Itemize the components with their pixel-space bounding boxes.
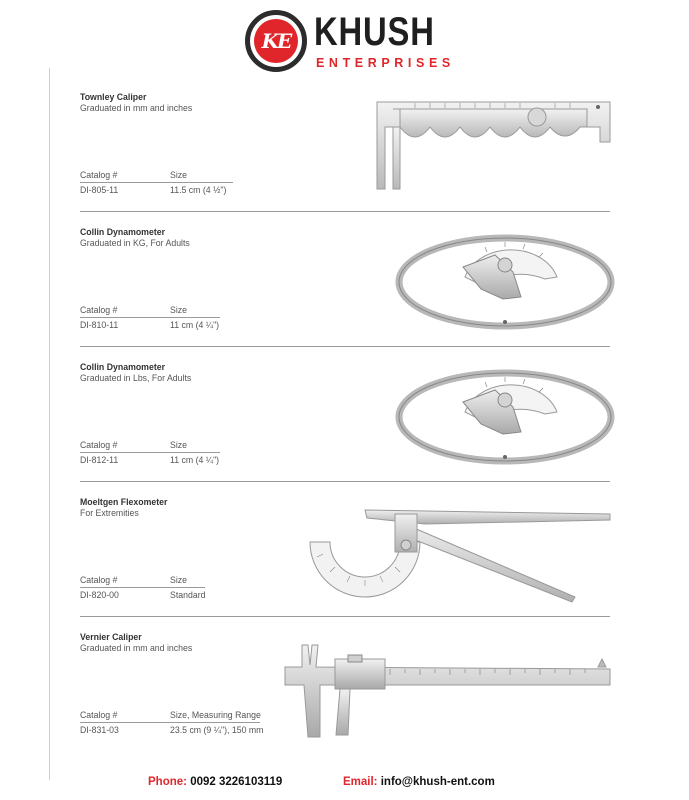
- size-value: Standard: [170, 590, 206, 601]
- catalog-number: DI-805-11: [80, 185, 119, 196]
- collin-dynamometer-icon: [395, 362, 615, 467]
- size-value: 11 cm (4 ¼"): [170, 455, 220, 466]
- catalog-label: Catalog #: [80, 170, 118, 181]
- size-label: Size, Measuring Range: [170, 710, 261, 721]
- size-label: Size: [170, 575, 188, 586]
- product-subtitle: Graduated in KG, For Adults: [80, 238, 190, 249]
- section-divider: [80, 346, 610, 347]
- vernier-caliper-icon: [280, 637, 615, 742]
- product-subtitle: Graduated in mm and inches: [80, 643, 193, 654]
- catalog-label: Catalog #: [80, 440, 118, 451]
- company-logo: [245, 10, 307, 72]
- brand-subtitle: ENTERPRISES: [316, 56, 455, 70]
- product-subtitle: For Extremities: [80, 508, 139, 519]
- catalog-label: Catalog #: [80, 710, 118, 721]
- product-subtitle: Graduated in Lbs, For Adults: [80, 373, 192, 384]
- phone-label: Phone:: [148, 776, 187, 788]
- brand-name: KHUSH: [314, 10, 435, 54]
- email-label: Email:: [343, 776, 378, 788]
- spec-rule: [80, 182, 233, 183]
- phone-contact: [148, 776, 282, 788]
- size-label: Size: [170, 170, 188, 181]
- catalog-number: DI-820-00: [80, 590, 119, 601]
- size-value: 11 cm (4 ¼"): [170, 320, 220, 331]
- product-subtitle: Graduated in mm and inches: [80, 103, 193, 114]
- spec-rule: [80, 452, 220, 453]
- section-divider: [80, 211, 610, 212]
- size-value: 11.5 cm (4 ½"): [170, 185, 227, 196]
- townley-caliper-icon: [355, 97, 615, 192]
- product-title: Vernier Caliper: [80, 632, 142, 643]
- section-divider: [80, 481, 610, 482]
- collin-dynamometer-icon: [395, 227, 615, 332]
- email-contact: [343, 776, 495, 788]
- section-divider: [80, 616, 610, 617]
- catalog-number: DI-810-11: [80, 320, 119, 331]
- catalog-label: Catalog #: [80, 575, 118, 586]
- product-title: Moeltgen Flexometer: [80, 497, 168, 508]
- product-title: Collin Dynamometer: [80, 362, 165, 373]
- email-address[interactable]: info@khush-ent.com: [380, 776, 495, 788]
- header: [0, 0, 689, 80]
- size-label: Size: [170, 305, 188, 316]
- phone-number: 0092 3226103119: [190, 776, 283, 788]
- logo-monogram: KE: [254, 19, 298, 63]
- product-title: Townley Caliper: [80, 92, 147, 103]
- spec-rule: [80, 587, 205, 588]
- catalog-label: Catalog #: [80, 305, 118, 316]
- product-title: Collin Dynamometer: [80, 227, 165, 238]
- moeltgen-flexometer-icon: [305, 502, 615, 612]
- catalog-number: DI-812-11: [80, 455, 119, 466]
- size-label: Size: [170, 440, 188, 451]
- left-margin-rule: [49, 68, 50, 780]
- catalog-number: DI-831-03: [80, 725, 119, 736]
- size-value: 23.5 cm (9 ¼"), 150 mm: [170, 725, 264, 736]
- spec-rule: [80, 722, 260, 723]
- spec-rule: [80, 317, 220, 318]
